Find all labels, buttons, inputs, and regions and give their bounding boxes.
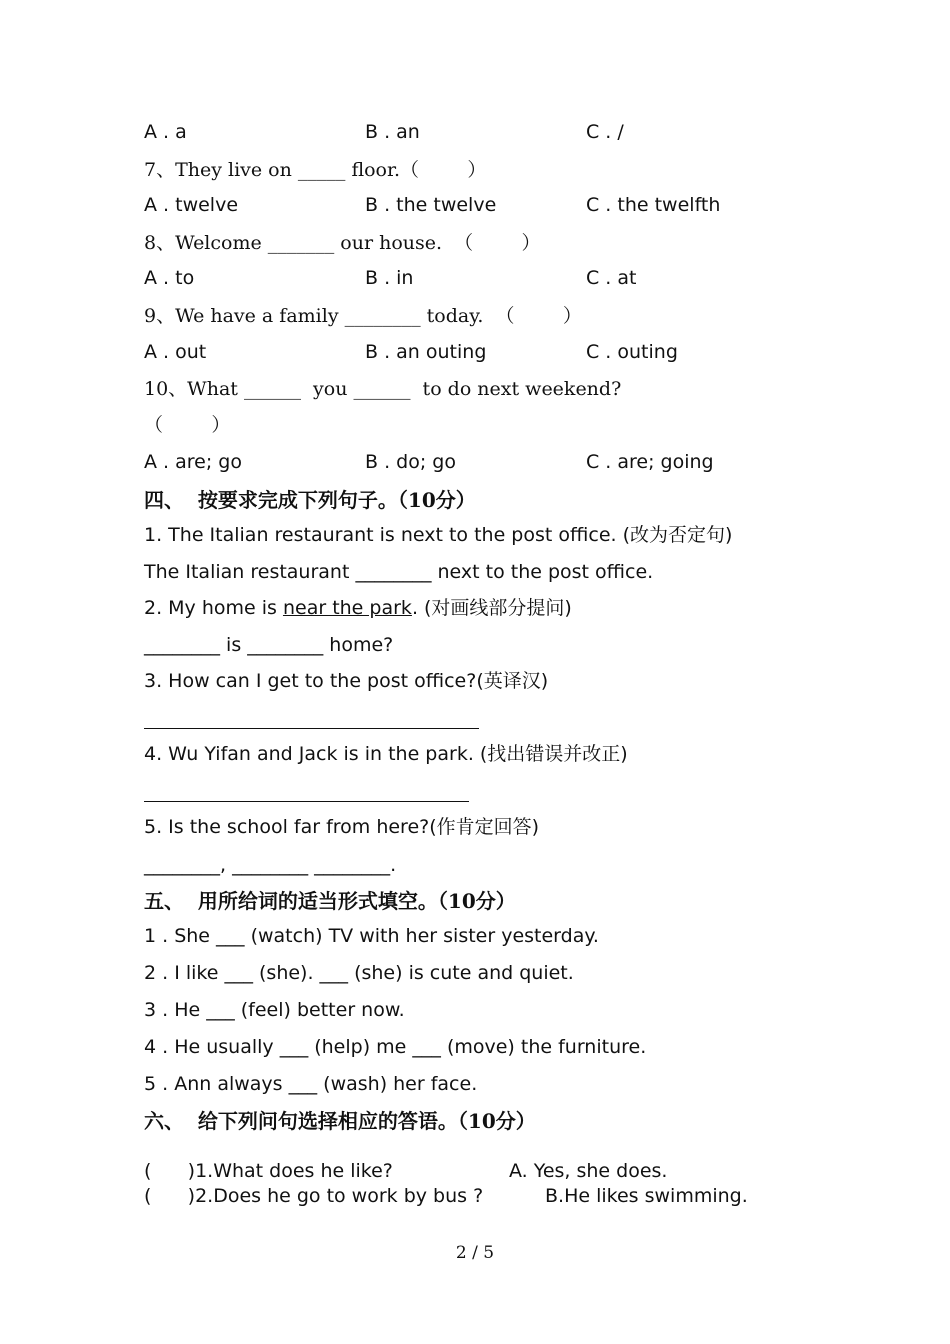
s4-s2-before: 2. My home is <box>144 597 283 619</box>
s6-question-2: ( )2.Does he go to work by bus ? <box>144 1185 484 1207</box>
s4-answer-5: ________, ________ ________. <box>144 854 397 876</box>
answer-line-3 <box>144 728 479 729</box>
q10-option-b: B . do; go <box>365 451 456 473</box>
s4-s2-underlined: near the park <box>282 597 412 619</box>
section-4-heading: 四、 按要求完成下列句子。（10分） <box>144 488 476 512</box>
s4-s2-after: . (对画线部分提问) <box>411 597 572 619</box>
s5-item-4: 4 . He usually ___ (help) me ___ (move) the furniture. <box>144 1036 647 1058</box>
q6-option-a: A . a <box>144 121 187 143</box>
q7-option-a: A . twelve <box>144 194 239 216</box>
q8-option-a: A . to <box>144 267 195 289</box>
q7-option-c: C . the twelfth <box>586 194 721 216</box>
s5-item-3: 3 . He ___ (feel) better now. <box>144 999 405 1021</box>
s4-sentence-5: 5. Is the school far from here?(作肯定回答) <box>144 816 540 838</box>
s4-sentence-2 <box>144 599 572 618</box>
q7-option-b: B . the twelve <box>365 194 497 216</box>
s4-answer-2: ________ is ________ home? <box>144 634 394 656</box>
q10-option-c: C . are; going <box>586 451 714 473</box>
q10-option-a: A . are; go <box>144 451 242 473</box>
q7-stem: 7、They live on _____ floor.（ ） <box>144 159 487 181</box>
s4-sentence-4: 4. Wu Yifan and Jack is in the park. (找出错误并改正) <box>144 743 628 765</box>
s5-item-1: 1 . She ___ (watch) TV with her sister yesterday. <box>144 925 599 947</box>
s6-answer-b: B.He likes swimming. <box>545 1185 748 1207</box>
q9-option-c: C . outing <box>586 341 678 363</box>
section-6-heading: 六、 给下列问句选择相应的答语。（10分） <box>144 1109 536 1133</box>
s4-answer-1: The Italian restaurant ________ next to the post office. <box>144 561 654 583</box>
section-5-heading: 五、 用所给词的适当形式填空。（10分） <box>144 889 516 913</box>
s5-item-5: 5 . Ann always ___ (wash) her face. <box>144 1073 478 1095</box>
s4-sentence-1: 1. The Italian restaurant is next to the post office. (改为否定句) <box>144 524 733 546</box>
q6-option-b: B . an <box>365 121 420 143</box>
answer-line-4 <box>144 801 469 802</box>
q6-option-c: C . / <box>586 121 624 143</box>
q10-answer-paren: （ ） <box>144 414 231 436</box>
q9-option-b: B . an outing <box>365 341 487 363</box>
s5-item-2: 2 . I like ___ (she). ___ (she) is cute and quiet. <box>144 962 574 984</box>
s4-sentence-3: 3. How can I get to the post office?(英译汉) <box>144 670 549 692</box>
q8-option-b: B . in <box>365 267 414 289</box>
q8-option-c: C . at <box>586 267 637 289</box>
q9-option-a: A . out <box>144 341 207 363</box>
q9-stem: 9、We have a family ________ today. （ ） <box>144 305 582 327</box>
page-number: 2 / 5 <box>455 1243 495 1263</box>
q10-stem: 10、What ______ you ______ to do next weekend? <box>144 378 622 400</box>
s6-answer-a: A. Yes, she does. <box>509 1160 668 1182</box>
q8-stem: 8、Welcome _______ our house. （ ） <box>144 232 541 254</box>
s6-question-1: ( )1.What does he like? <box>144 1160 393 1182</box>
